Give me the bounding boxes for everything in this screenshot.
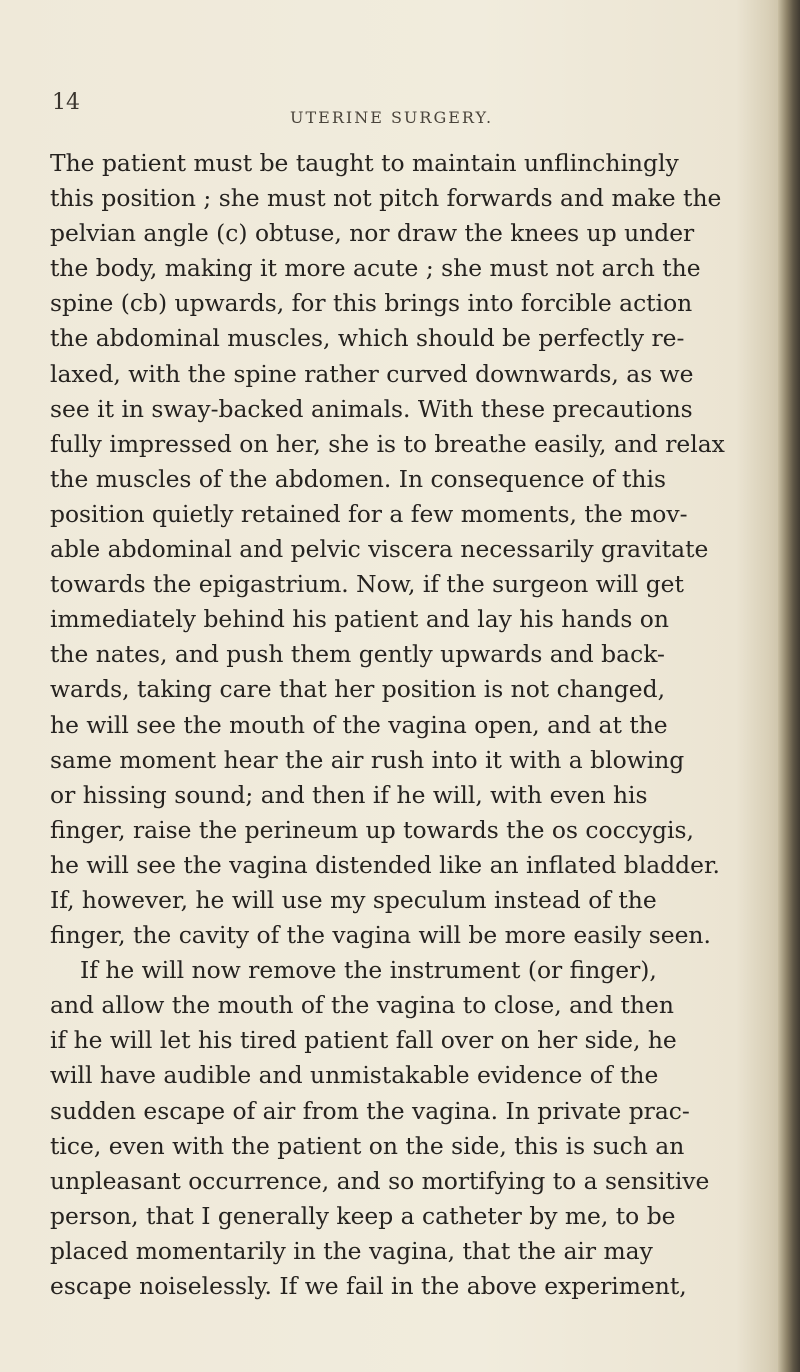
text-line: fully impressed on her, she is to breathe easily, and relax (50, 429, 725, 458)
text-line: and allow the mouth of the vagina to close, and then (50, 991, 674, 1020)
text-line: see it in sway-backed animals. With these precautions (50, 394, 693, 423)
text-line: the abdominal muscles, which should be perfectly re- (50, 324, 685, 353)
text-line: wards, taking care that her position is not changed, (50, 675, 666, 704)
text-line: he will see the mouth of the vagina open, and at the (50, 710, 668, 739)
book-binding-edge (778, 0, 800, 1372)
text-line: towards the epigastrium. Now, if the surgeon will get (50, 570, 684, 599)
text-line: or hissing sound; and then if he will, with even his (50, 780, 648, 809)
text-line: finger, the cavity of the vagina will be more easily seen. (50, 921, 711, 950)
text-line: will have audible and unmistakable evidence of the (50, 1061, 659, 1090)
text-line: the body, making it more acute ; she must not arch the (50, 254, 701, 283)
text-line: if he will let his tired patient fall over on her side, he (50, 1026, 677, 1055)
text-line: laxed, with the spine rather curved downwards, as we (50, 359, 694, 388)
text-line: If, however, he will use my speculum instead of the (50, 885, 657, 914)
paragraph-start-line: If he will now remove the instrument (or finger), (80, 956, 657, 985)
page-header (52, 88, 742, 128)
text-line: same moment hear the air rush into it with a blowing (50, 745, 685, 774)
text-line: unpleasant occurrence, and so mortifying to a sensitive (50, 1166, 710, 1195)
text-line: immediately behind his patient and lay his hands on (50, 605, 669, 634)
text-line: position quietly retained for a few moments, the mov- (50, 499, 688, 528)
text-line: pelvian angle (c) obtuse, nor draw the knees up under (50, 219, 695, 248)
text-line: this position ; she must not pitch forwards and make the (50, 184, 722, 213)
text-line: spine (cb) upwards, for this brings into forcible action (50, 289, 693, 318)
text-line: the muscles of the abdomen. In consequence of this (50, 464, 666, 493)
body-text (50, 146, 740, 1304)
text-line: he will see the vagina distended like an inflated bladder. (50, 850, 720, 879)
text-line: The patient must be taught to maintain unflinchingly (50, 149, 679, 177)
text-line: sudden escape of air from the vagina. In private prac- (50, 1096, 690, 1125)
text-line: tice, even with the patient on the side, this is such an (50, 1131, 685, 1160)
text-line: able abdominal and pelvic viscera necessarily gravitate (50, 535, 709, 564)
text-line: the nates, and push them gently upwards and back- (50, 640, 665, 669)
running-head: UTERINE SURGERY. (290, 108, 494, 127)
text-line: escape noiselessly. If we fail in the above experiment, (50, 1272, 687, 1300)
page-number: 14 (52, 90, 80, 115)
text-line: person, that I generally keep a catheter by me, to be (50, 1201, 676, 1230)
text-line: placed momentarily in the vagina, that the air may (50, 1236, 653, 1265)
text-line: finger, raise the perineum up towards the os coccygis, (50, 815, 694, 844)
